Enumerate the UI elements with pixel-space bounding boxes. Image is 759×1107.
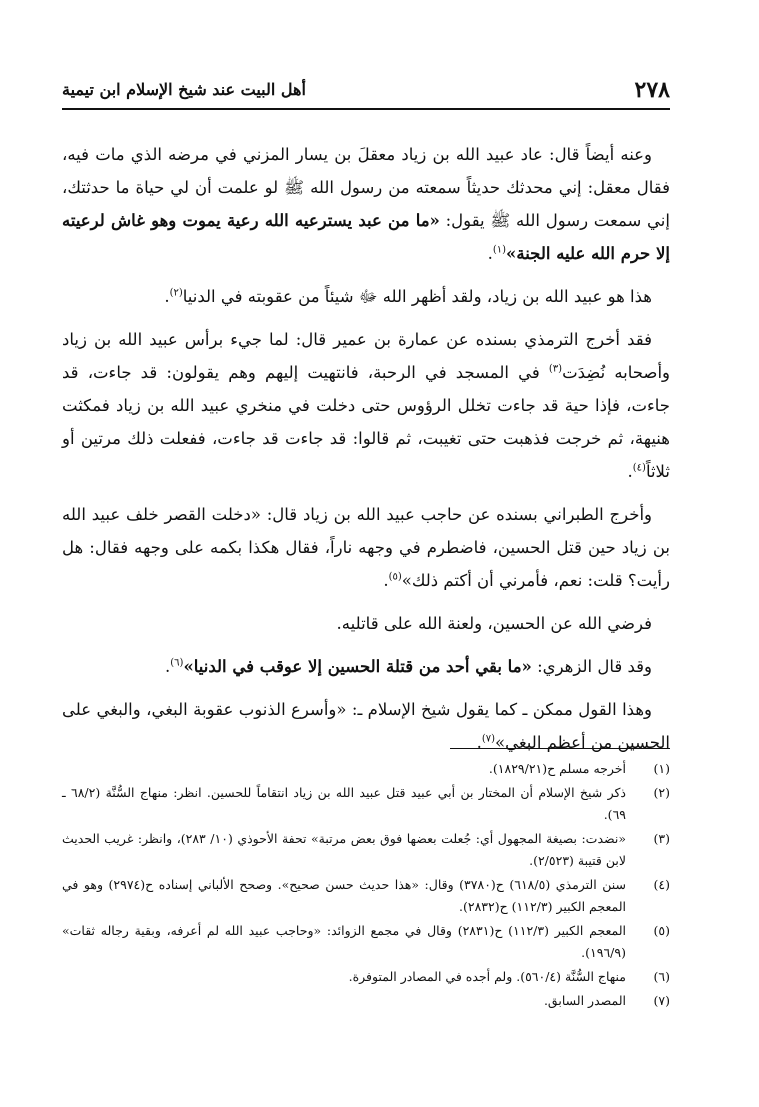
paragraph-7: وهذا القول ممكن ـ كما يقول شيخ الإسلام ـ: «وأسرع الذنوب عقوبة البغي، والبغي على الحسين من أعظم البغي»$^{(٧)}$. (62, 700, 670, 752)
footnote-ref-2: (٢) (169, 287, 183, 299)
footnote-number: (٧) (653, 993, 670, 1008)
paragraph-6: وقد قال الزهري: «ما بقي أحد من قتلة الحسين إلا عوقب في الدنيا»$^{(٦)}$. (165, 657, 652, 676)
paragraph-1: وعنه أيضاً قال: عاد عبيد الله بن زياد معقلَ بن يسار المزني في مرضه الذي مات فيه، فقال معقل: إني محدثك حديثاً سمعته من رسول الله ﷺ لو علمت أن لي حياة ما حدثتك، إني سمعت رسول الله ﷺ يقول: «ما من عبد يسترعيه الله رعية يموت وهو غاش لرعيته إلا حرم الله عليه الجنة»$^{(١)}$. (62, 145, 670, 263)
footnote (62, 828, 670, 872)
footnote-text: سنن الترمذي (٦١٨/٥) ح(٣٧٨٠) وقال: «هذا حديث حسن صحيح». وصحح الألباني إسناده ح(٢٩٧٤) وهو في المعجم الكبير (١١٢/٣) ح(٢٨٣٢). (62, 877, 626, 914)
paragraph-3: فقد أخرج الترمذي بسنده عن عمارة بن عمير قال: لما جيء برأس عبيد الله بن زياد وأصحابه نُضِدَت$^{(٣)}$ في المسجد في الرحبة، فانتهيت إليهم وهم يقولون: قد جاءت، قد جاءت، فإذا حية قد جاءت تخلل الرؤوس حتى دخلت في منخري عبيد الله بن زياد فمكثت هنيهة، ثم خرجت فذهبت حتى تغيبت، ثم قالوا: قد جاءت قد جاءت، ففعلت ذلك مرتين أو ثلاثاً$^{(٤)}$. (62, 330, 670, 481)
footnote-separator (450, 748, 670, 749)
footnote-number: (٤) (653, 877, 670, 892)
paragraph-4: وأخرج الطبراني بسنده عن حاجب عبيد الله بن زياد قال: «دخلت القصر خلف عبيد الله بن زياد حين قتل الحسين، فاضطرم في وجهه ناراً، فقال هكذا بكمه على وجهه فقال: هل رأيت؟ قلت: نعم، فأمرني أن أكتم ذلك»$^{(٥)}$. (62, 505, 670, 590)
footnote-text: المعجم الكبير (١١٢/٣) ح(٢٨٣١) وقال في مجمع الزوائد: «وحاجب عبيد الله لم أعرفه، وبقية رجاله ثقات» (١٩٦/٩). (62, 923, 626, 960)
page-header (62, 74, 670, 114)
footnote (62, 966, 670, 988)
footnote-text: منهاج السُّنَّة (٥٦٠/٤). ولم أجده في المصادر المتوفرة. (348, 969, 626, 984)
footnote-number: (٢) (653, 785, 670, 800)
footnote-text: أخرجه مسلم ح(١٨٢٩/٢١). (488, 761, 626, 776)
footnote-number: (٦) (653, 969, 670, 984)
footnote (62, 758, 670, 780)
footnote-ref-7: (٧) (481, 733, 495, 745)
footnote-ref-3: (٣) (548, 363, 563, 375)
footnote-number: (١) (653, 761, 670, 776)
footnote (62, 920, 670, 964)
footnote-number: (٣) (653, 831, 670, 846)
hadith-quote: «ما من عبد يسترعيه الله رعية يموت وهو غاش لرعيته إلا حرم الله عليه الجنة» (62, 211, 670, 263)
footnote-ref-5: (٥) (388, 571, 402, 583)
footnote (62, 874, 670, 918)
zuhri-quote: «ما بقي أحد من قتلة الحسين إلا عوقب في الدنيا» (183, 657, 532, 676)
paragraph-2: هذا هو عبيد الله بن زياد، ولقد أظهر الله ﷻ شيئاً من عقوبته في الدنيا$^{(٢)}$. (164, 287, 652, 306)
footnote-text: المصدر السابق. (543, 993, 626, 1008)
running-title: أهل البيت عند شيخ الإسلام ابن تيمية (62, 80, 306, 99)
footnote-ref-4: (٤) (632, 462, 646, 474)
footnote-text: «نضدت: بصيغة المجهول أي: جُعلت بعضها فوق بعض مرتبة» تحفة الأحوذي (١٠/ ٢٨٣)، وانظر: غريب الحديث لابن قتيبة (٢/٥٢٣). (62, 831, 626, 868)
footnote (62, 782, 670, 826)
paragraph-5: فرضي الله عن الحسين، ولعنة الله على قاتليه. (336, 614, 652, 633)
footnote (62, 990, 670, 1012)
header-rule (62, 108, 670, 110)
footnote-ref-6: (٦) (170, 657, 184, 669)
page-number: ٢٧٨ (634, 77, 670, 103)
footnote-ref-1: (١) (492, 244, 507, 256)
footnote-number: (٥) (653, 923, 670, 938)
footnotes (62, 758, 670, 1014)
footnote-text: ذكر شيخ الإسلام أن المختار بن أبي عبيد قتل عبيد الله بن زياد انتقاماً للحسين. انظر: منهاج السُّنَّة (٦٨/٢ ـ ٦٩). (62, 785, 626, 822)
main-text (62, 138, 670, 769)
